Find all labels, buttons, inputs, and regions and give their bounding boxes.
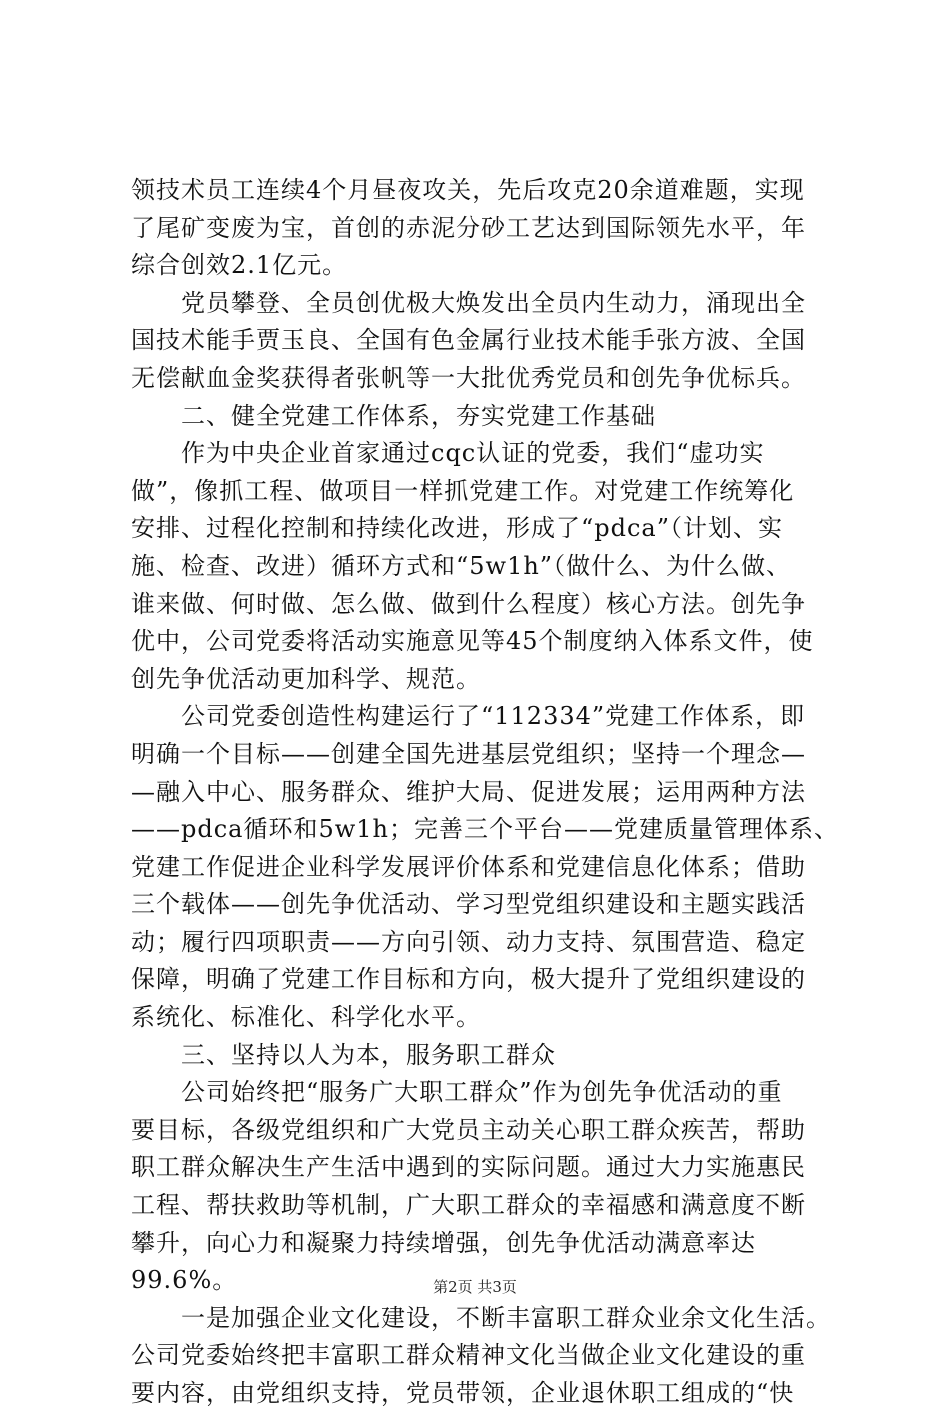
- text-line: 领技术员工连续4个月昼夜攻关，先后攻克20余道难题，实现: [131, 176, 805, 204]
- text-line: 公司始终把“服务广大职工群众”作为创先争优活动的重: [131, 1078, 783, 1107]
- text-line: 公司党委创造性构建运行了“112334”党建工作体系，即: [131, 702, 806, 731]
- document-body: [131, 172, 840, 1413]
- text-line: ——pdca循环和5w1h；完善三个平台——党建质量管理体系、: [131, 815, 840, 844]
- text-line: 无偿献血金奖获得者张帆等一大批优秀党员和创先争优标兵。: [131, 363, 806, 392]
- text-line: 职工群众解决生产生活中遇到的实际问题。通过大力实施惠民: [131, 1153, 806, 1182]
- text-line: 一是加强企业文化建设，不断丰富职工群众业余文化生活。: [131, 1303, 831, 1332]
- text-line: 三个载体——创先争优活动、学习型党组织建设和主题实践活: [131, 890, 806, 919]
- text-line: 攀升，向心力和凝聚力持续增强，创先争优活动满意率达: [131, 1228, 756, 1257]
- text-line: 优中，公司党委将活动实施意见等45个制度纳入体系文件，使: [131, 627, 814, 656]
- page-number-footer: 第2页 共3页: [433, 1278, 517, 1296]
- text-line: 做”，像抓工程、做项目一样抓党建工作。对党建工作统筹化: [131, 476, 795, 505]
- text-line: 党员攀登、全员创优极大焕发出全员内生动力，涌现出全: [131, 288, 806, 317]
- text-line: 国技术能手贾玉良、全国有色金属行业技术能手张方波、全国: [131, 326, 806, 355]
- text-line: 谁来做、何时做、怎么做、做到什么程度）核心方法。创先争: [131, 589, 806, 618]
- section-heading: 二、健全党建工作体系，夯实党建工作基础: [131, 401, 656, 430]
- text-line: 工程、帮扶救助等机制，广大职工群众的幸福感和满意度不断: [131, 1191, 806, 1220]
- text-line: —融入中心、服务群众、维护大局、促进发展；运用两种方法: [131, 777, 806, 806]
- text-line: 动；履行四项职责——方向引领、动力支持、氛围营造、稳定: [131, 927, 806, 956]
- text-line: 作为中央企业首家通过cqc认证的党委，我们“虚功实: [131, 439, 765, 468]
- text-line: 安排、过程化控制和持续化改进，形成了“pdca”（计划、实: [131, 514, 784, 543]
- text-line: 99.6%。: [131, 1266, 238, 1295]
- text-line: 综合创效2.1亿元。: [131, 251, 348, 280]
- section-heading: 三、坚持以人为本，服务职工群众: [131, 1040, 556, 1069]
- text-line: 系统化、标准化、科学化水平。: [131, 1003, 481, 1032]
- text-line: 要目标，各级党组织和广大党员主动关心职工群众疾苦，帮助: [131, 1115, 806, 1144]
- text-line: 明确一个目标——创建全国先进基层党组织；坚持一个理念—: [131, 739, 806, 768]
- text-line: 保障，明确了党建工作目标和方向，极大提升了党组织建设的: [131, 965, 806, 994]
- text-line: 公司党委始终把丰富职工群众精神文化当做企业文化建设的重: [131, 1341, 806, 1370]
- text-line: 创先争优活动更加科学、规范。: [131, 664, 481, 693]
- text-line: 了尾矿变废为宝，首创的赤泥分砂工艺达到国际领先水平，年: [131, 213, 806, 242]
- text-line: 要内容，由党组织支持，党员带领，企业退休职工组成的“快: [131, 1379, 795, 1407]
- text-line: 施、检查、改进）循环方式和“5w1h”（做什么、为什么做、: [131, 551, 792, 580]
- text-line: 党建工作促进企业科学发展评价体系和党建信息化体系；借助: [131, 852, 806, 881]
